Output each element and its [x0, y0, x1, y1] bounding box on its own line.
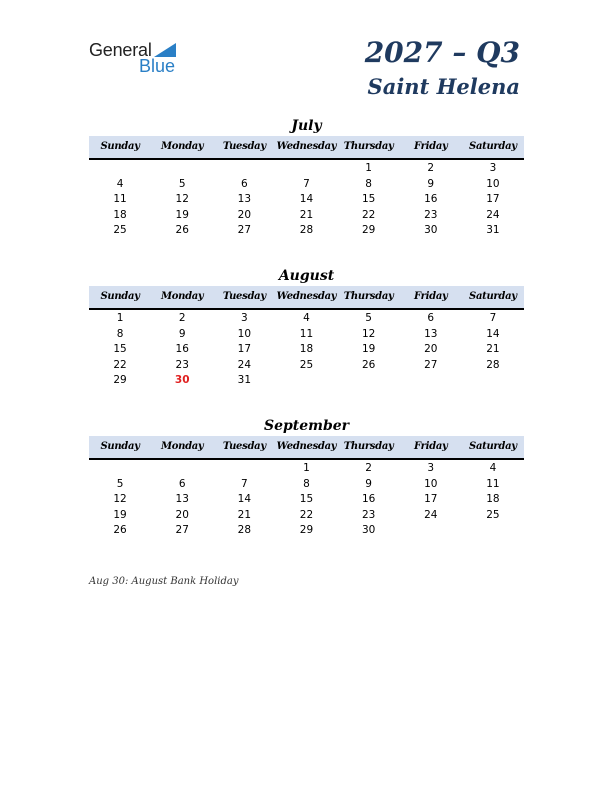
- empty-day-cell: [338, 373, 400, 389]
- day-cell: 26: [175, 224, 189, 236]
- day-cell: 20: [175, 508, 189, 521]
- empty-day-cell: [213, 461, 275, 477]
- day-cell: 27: [424, 358, 438, 371]
- day-cell: 7: [241, 477, 248, 490]
- day-cell: 9: [365, 477, 372, 490]
- day-cell: 22: [299, 508, 314, 521]
- day-cell: 19: [175, 208, 189, 221]
- weekday-label: Sunday: [100, 141, 140, 152]
- day-cell: 31: [486, 224, 500, 236]
- weekday-label: Saturday: [469, 291, 517, 302]
- day-cell: 27: [237, 224, 252, 236]
- day-cell: 14: [299, 193, 314, 205]
- day-cell: 1: [116, 312, 124, 324]
- day-cell: 6: [241, 177, 248, 190]
- day-cell: 8: [303, 477, 310, 490]
- day-cell: 9: [427, 177, 435, 190]
- day-cell: 1: [365, 162, 372, 174]
- day-cell: 5: [365, 312, 372, 324]
- day-cell: 6: [427, 312, 435, 324]
- day-cell: 16: [361, 493, 376, 505]
- weekday-label: Saturday: [469, 141, 517, 152]
- day-cell: 19: [113, 508, 127, 521]
- day-cell: 2: [365, 462, 372, 474]
- day-cell: 24: [237, 358, 252, 371]
- day-cell: 7: [303, 177, 310, 190]
- day-cell: 23: [424, 208, 438, 221]
- day-cell: 25: [113, 224, 127, 236]
- empty-day-cell: [151, 161, 213, 177]
- empty-day-cell: [400, 523, 462, 539]
- day-cell: 3: [427, 462, 435, 474]
- day-cell: 20: [424, 343, 438, 355]
- month-calendar-august: [89, 266, 524, 389]
- weekday-label: Tuesday: [222, 291, 266, 302]
- weekday-label: Monday: [160, 441, 204, 452]
- day-cell: 4: [489, 462, 497, 474]
- day-cell: 12: [175, 193, 189, 205]
- weekday-label: Friday: [414, 141, 448, 152]
- empty-day-cell: [462, 523, 524, 539]
- empty-day-cell: [462, 373, 524, 389]
- day-cell: 6: [178, 477, 186, 490]
- day-cell: 11: [113, 193, 127, 205]
- day-cell: 28: [237, 524, 252, 536]
- day-cell: 5: [178, 177, 186, 190]
- weekday-label: Tuesday: [222, 141, 266, 152]
- generalblue-logo: [89, 40, 189, 76]
- week-row: [89, 477, 524, 493]
- day-cell: 8: [365, 177, 372, 190]
- day-cell: 7: [489, 312, 497, 324]
- weekday-label: Monday: [160, 291, 204, 302]
- day-cell: 27: [175, 524, 189, 536]
- week-row: [89, 523, 524, 539]
- day-cell: 8: [116, 327, 124, 340]
- day-cell: 4: [116, 177, 124, 190]
- weekday-label: Friday: [414, 441, 448, 452]
- weekday-label: Sunday: [100, 441, 140, 452]
- day-cell: 29: [113, 374, 127, 386]
- week-row: [89, 208, 524, 224]
- day-cell: 17: [486, 193, 500, 205]
- weekday-header-row: [89, 436, 524, 460]
- month-calendar-july: [89, 116, 524, 239]
- day-cell: 26: [113, 524, 127, 536]
- empty-day-cell: [275, 373, 337, 389]
- day-cell: 1: [303, 462, 310, 474]
- day-cell: 12: [113, 493, 127, 505]
- week-row: [89, 508, 524, 524]
- week-row: [89, 492, 524, 508]
- empty-day-cell: [400, 373, 462, 389]
- day-cell: 21: [237, 508, 252, 521]
- day-cell: 31: [237, 374, 252, 386]
- day-cell: 9: [178, 327, 186, 340]
- logo-word-blue: Blue: [139, 56, 176, 76]
- empty-day-cell: [151, 461, 213, 477]
- week-row: [89, 161, 524, 177]
- week-row: [89, 461, 524, 477]
- week-row: [89, 192, 524, 208]
- weekday-label: Wednesday: [276, 291, 337, 302]
- month-name: July: [291, 118, 322, 134]
- page-title: 2027 – Q3: [364, 36, 520, 69]
- week-row: [89, 342, 524, 358]
- week-row: [89, 358, 524, 374]
- empty-day-cell: [275, 161, 337, 177]
- day-cell: 25: [486, 508, 500, 521]
- weekday-label: Thursday: [343, 141, 394, 152]
- day-cell: 26: [361, 358, 376, 371]
- week-row: [89, 373, 524, 389]
- day-cell: 3: [241, 312, 248, 324]
- holiday-day-cell: 30: [174, 374, 190, 386]
- day-cell: 13: [424, 327, 438, 340]
- day-cell: 10: [486, 177, 500, 190]
- week-row: [89, 177, 524, 193]
- day-cell: 15: [299, 493, 314, 505]
- month-calendar-september: [89, 416, 524, 539]
- day-cell: 18: [299, 343, 314, 355]
- day-cell: 5: [116, 477, 124, 490]
- day-cell: 10: [237, 327, 252, 340]
- empty-day-cell: [213, 161, 275, 177]
- weekday-label: Friday: [414, 291, 448, 302]
- day-cell: 30: [361, 524, 376, 536]
- day-cell: 24: [486, 208, 500, 221]
- day-cell: 18: [486, 493, 500, 505]
- weekday-label: Monday: [160, 141, 204, 152]
- day-cell: 14: [237, 493, 252, 505]
- weekday-header-row: [89, 136, 524, 160]
- weekday-header-row: [89, 286, 524, 310]
- day-cell: 11: [486, 477, 500, 490]
- day-cell: 23: [361, 508, 376, 521]
- weekday-label: Thursday: [343, 441, 394, 452]
- day-cell: 18: [113, 208, 127, 221]
- weekday-label: Sunday: [100, 291, 140, 302]
- weekday-label: Thursday: [343, 291, 394, 302]
- holiday-note: Aug 30: August Bank Holiday: [89, 576, 239, 587]
- day-cell: 13: [175, 493, 189, 505]
- empty-day-cell: [89, 161, 151, 177]
- day-cell: 25: [299, 358, 314, 371]
- day-cell: 30: [424, 224, 438, 236]
- day-cell: 14: [486, 327, 500, 340]
- logo-triangle-icon: [154, 43, 176, 57]
- week-row: [89, 223, 524, 239]
- day-cell: 2: [178, 312, 186, 324]
- month-name: September: [263, 418, 350, 434]
- day-cell: 21: [299, 208, 314, 221]
- day-cell: 29: [361, 224, 376, 236]
- weekday-label: Wednesday: [276, 141, 337, 152]
- day-cell: 15: [113, 343, 127, 355]
- day-cell: 13: [237, 193, 252, 205]
- day-cell: 29: [299, 524, 314, 536]
- week-row: [89, 311, 524, 327]
- day-cell: 16: [175, 343, 189, 355]
- day-cell: 11: [299, 327, 314, 340]
- page-header: [365, 36, 520, 100]
- empty-day-cell: [89, 461, 151, 477]
- day-cell: 28: [486, 358, 500, 371]
- weekday-label: Wednesday: [276, 441, 337, 452]
- week-row: [89, 327, 524, 343]
- day-cell: 21: [486, 343, 500, 355]
- month-name: August: [278, 268, 335, 284]
- logo-word-general: General: [89, 40, 152, 60]
- day-cell: 24: [424, 508, 438, 521]
- day-cell: 17: [237, 343, 252, 355]
- day-cell: 2: [427, 162, 435, 174]
- day-cell: 23: [175, 358, 189, 371]
- day-cell: 22: [361, 208, 376, 221]
- day-cell: 15: [361, 193, 376, 205]
- day-cell: 3: [489, 162, 497, 174]
- day-cell: 4: [303, 312, 310, 324]
- day-cell: 16: [424, 193, 438, 205]
- weekday-label: Saturday: [469, 441, 517, 452]
- day-cell: 10: [424, 477, 438, 490]
- day-cell: 17: [424, 493, 438, 505]
- day-cell: 12: [361, 327, 376, 340]
- day-cell: 22: [113, 358, 127, 371]
- weekday-label: Tuesday: [222, 441, 266, 452]
- day-cell: 20: [237, 208, 252, 221]
- day-cell: 19: [361, 343, 376, 355]
- day-cell: 28: [299, 224, 314, 236]
- page-subtitle: Saint Helena: [367, 74, 520, 99]
